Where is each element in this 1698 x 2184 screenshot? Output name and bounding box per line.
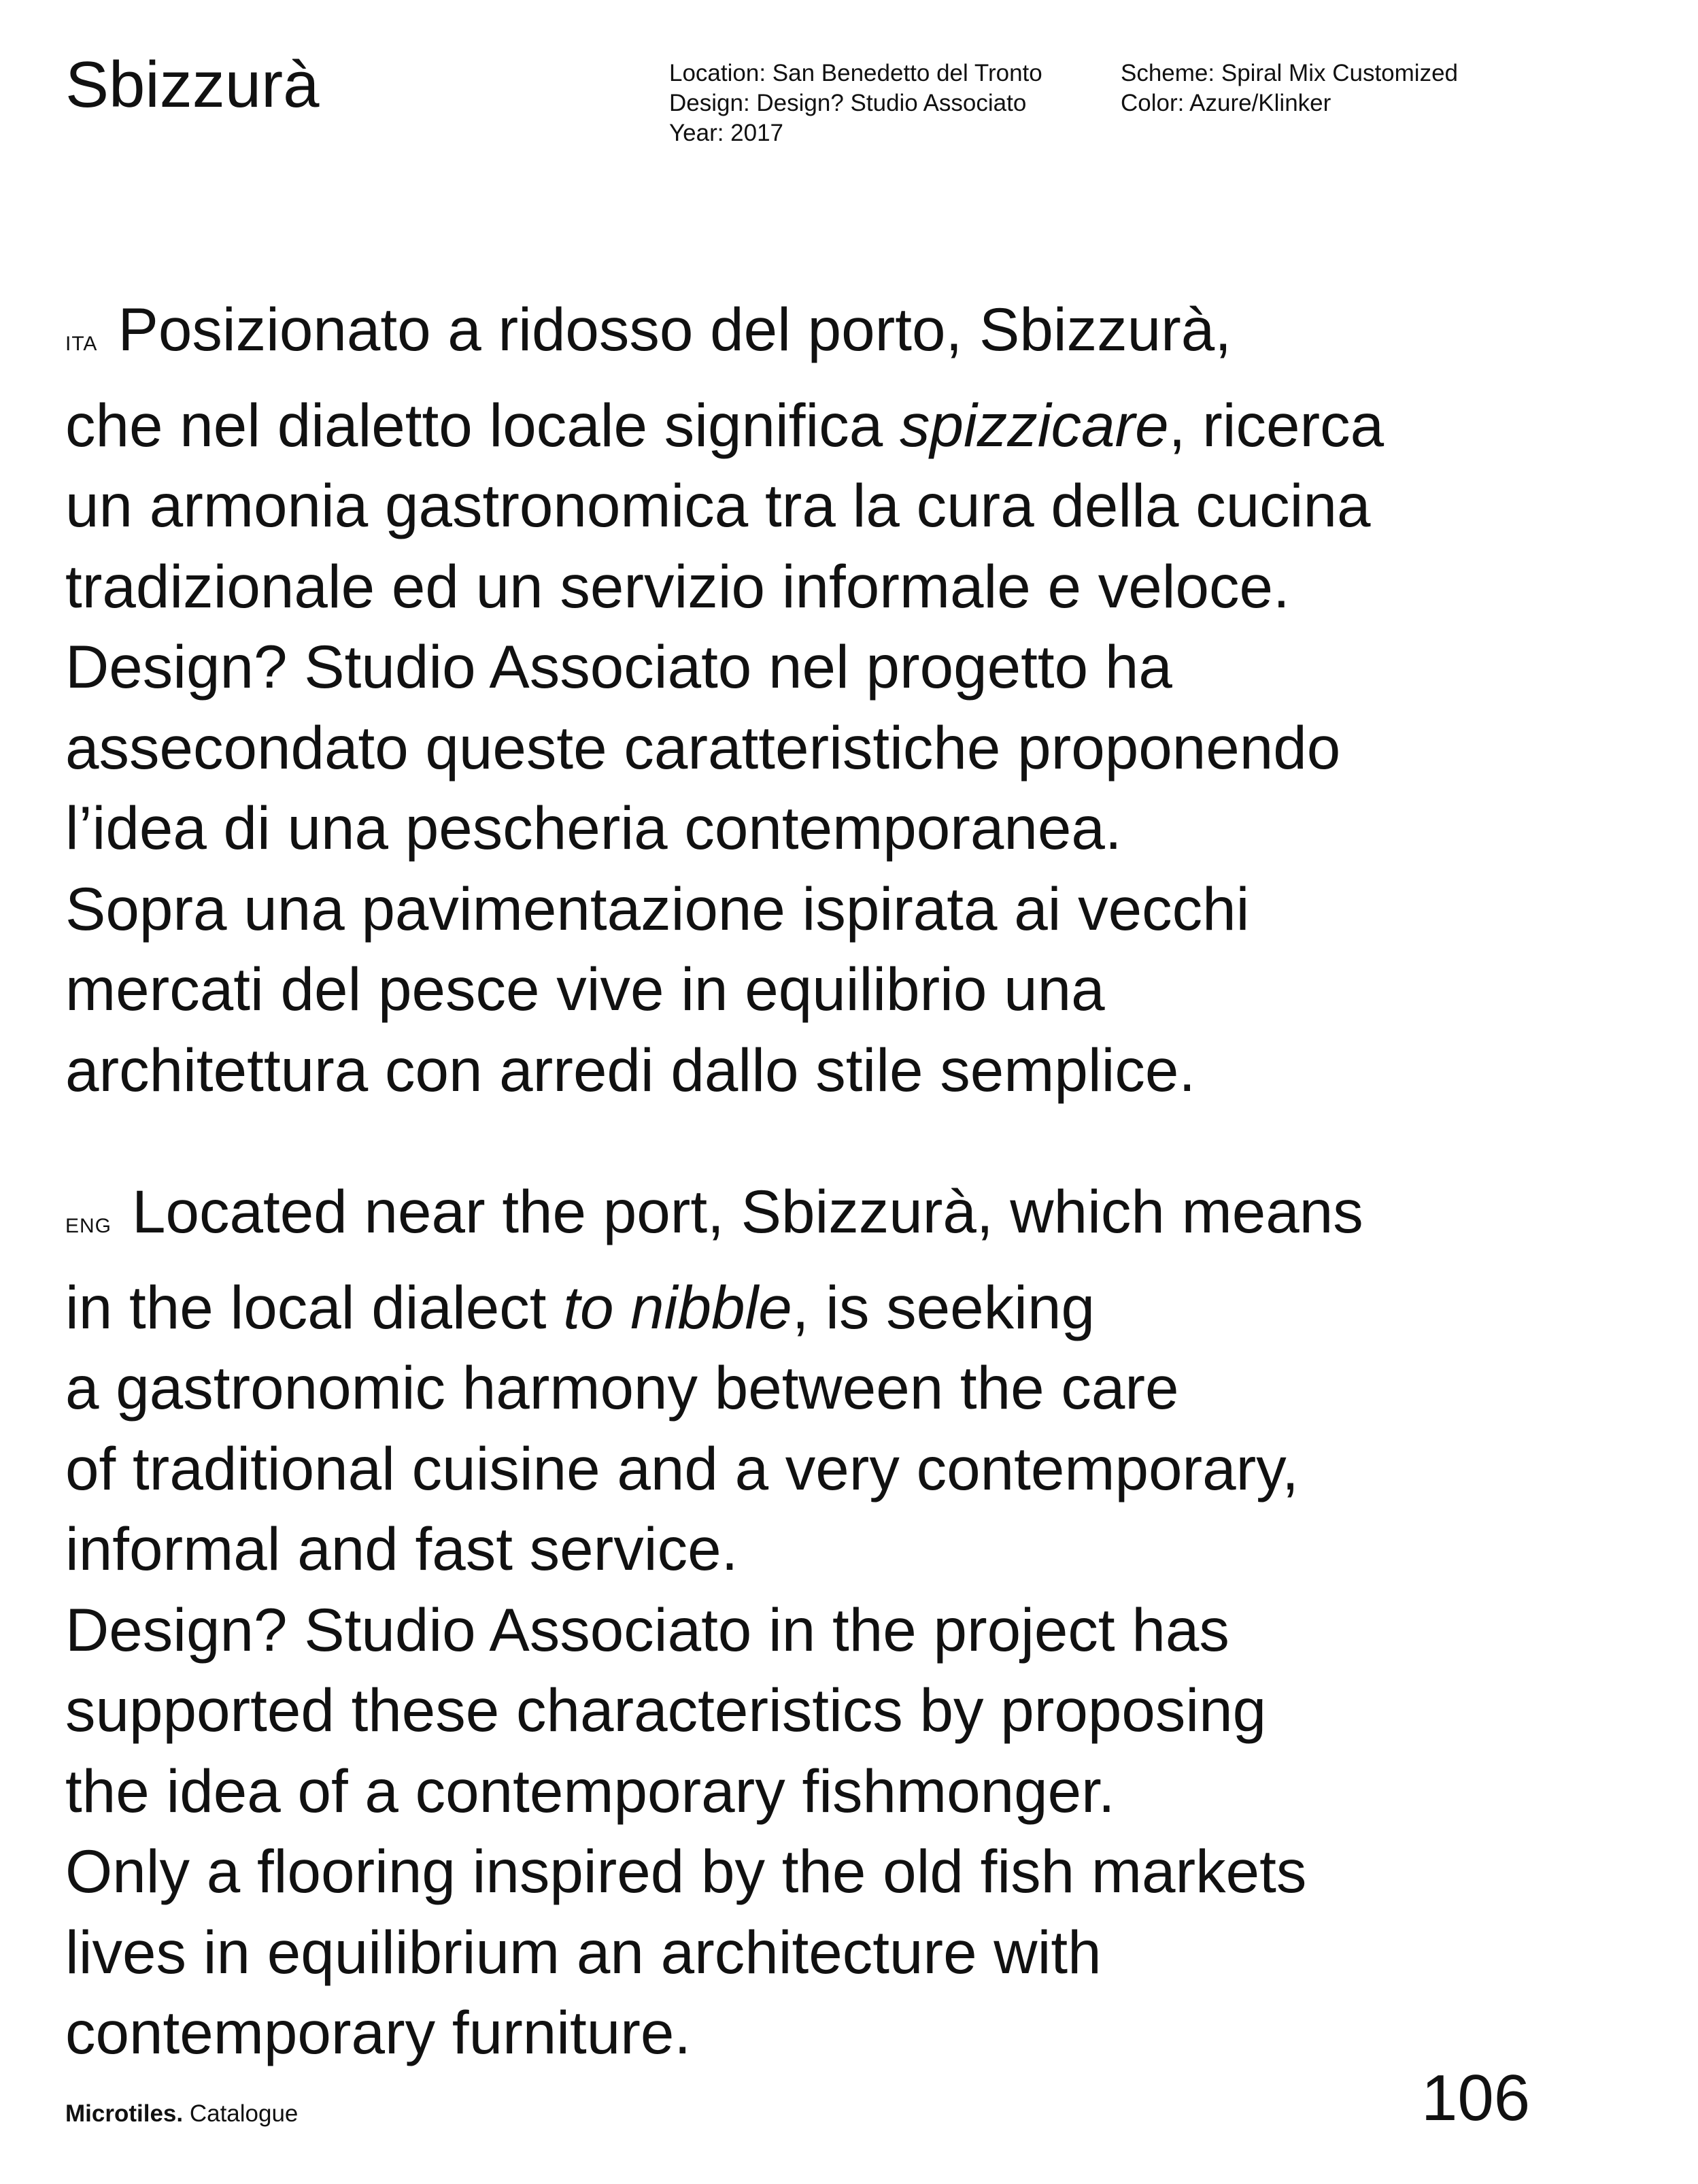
text-line: un armonia gastronomica tra la cura della cucina — [65, 471, 1371, 539]
text-line: Only a flooring inspired by the old fish markets — [65, 1837, 1307, 1905]
text-segment: Located near the port, Sbizzurà, which means — [132, 1177, 1363, 1245]
text-segment: , ricerca — [1168, 390, 1385, 459]
project-meta-right — [1121, 58, 1458, 118]
text-line — [65, 289, 1650, 385]
italic-term: to nibble — [563, 1273, 792, 1341]
text-segment: , is seeking — [792, 1273, 1095, 1341]
text-line: informal and fast service. — [65, 1515, 738, 1583]
text-line — [65, 1171, 1650, 1267]
text-segment: che nel dialetto locale significa — [65, 390, 900, 459]
italian-description — [65, 289, 1650, 1110]
text-line: l’idea di una pescheria contemporanea. — [65, 794, 1122, 862]
meta-design: Design: Design? Studio Associato — [669, 90, 1027, 116]
meta-location: Location: San Benedetto del Tronto — [669, 60, 1042, 86]
page-number: 106 — [1421, 2062, 1531, 2134]
project-meta-left — [669, 58, 1042, 148]
text-segment: Posizionato a ridosso del porto, Sbizzurà, — [118, 295, 1232, 363]
text-segment: in the local dialect — [65, 1273, 564, 1341]
meta-year: Year: 2017 — [669, 120, 784, 146]
meta-color: Color: Azure/Klinker — [1121, 90, 1331, 116]
text-line: of traditional cuisine and a very contemporary, — [65, 1434, 1299, 1502]
text-line: contemporary furniture. — [65, 1998, 692, 2066]
text-line: mercati del pesce vive in equilibrio una — [65, 955, 1105, 1023]
meta-scheme: Scheme: Spiral Mix Customized — [1121, 60, 1458, 86]
text-line: assecondato queste caratteristiche proponendo — [65, 713, 1341, 782]
text-line: the idea of a contemporary fishmonger. — [65, 1756, 1115, 1825]
footer-brand — [65, 2100, 298, 2128]
text-line — [65, 385, 1650, 466]
text-line — [65, 1267, 1650, 1348]
italic-term: spizzicare — [899, 390, 1169, 459]
text-line: a gastronomic harmony between the care — [65, 1354, 1179, 1422]
language-tag-eng: ENG — [65, 1215, 112, 1237]
text-line: lives in equilibrium an architecture with — [65, 1917, 1102, 1986]
page-title: Sbizzurà — [65, 48, 320, 121]
footer-section: Catalogue — [183, 2100, 299, 2127]
text-line: architettura con arredi dallo stile semplice. — [65, 1035, 1196, 1104]
text-line: Design? Studio Associato in the project has — [65, 1595, 1229, 1664]
text-line: supported these characteristics by proposing — [65, 1676, 1267, 1744]
language-tag-ita: ITA — [65, 333, 98, 355]
text-line: tradizionale ed un servizio informale e veloce. — [65, 552, 1290, 620]
brand-name: Microtiles. — [65, 2100, 184, 2127]
text-line: Design? Studio Associato nel progetto ha — [65, 633, 1172, 701]
english-description — [65, 1171, 1650, 2073]
text-line: Sopra una pavimentazione ispirata ai vecchi — [65, 874, 1250, 943]
